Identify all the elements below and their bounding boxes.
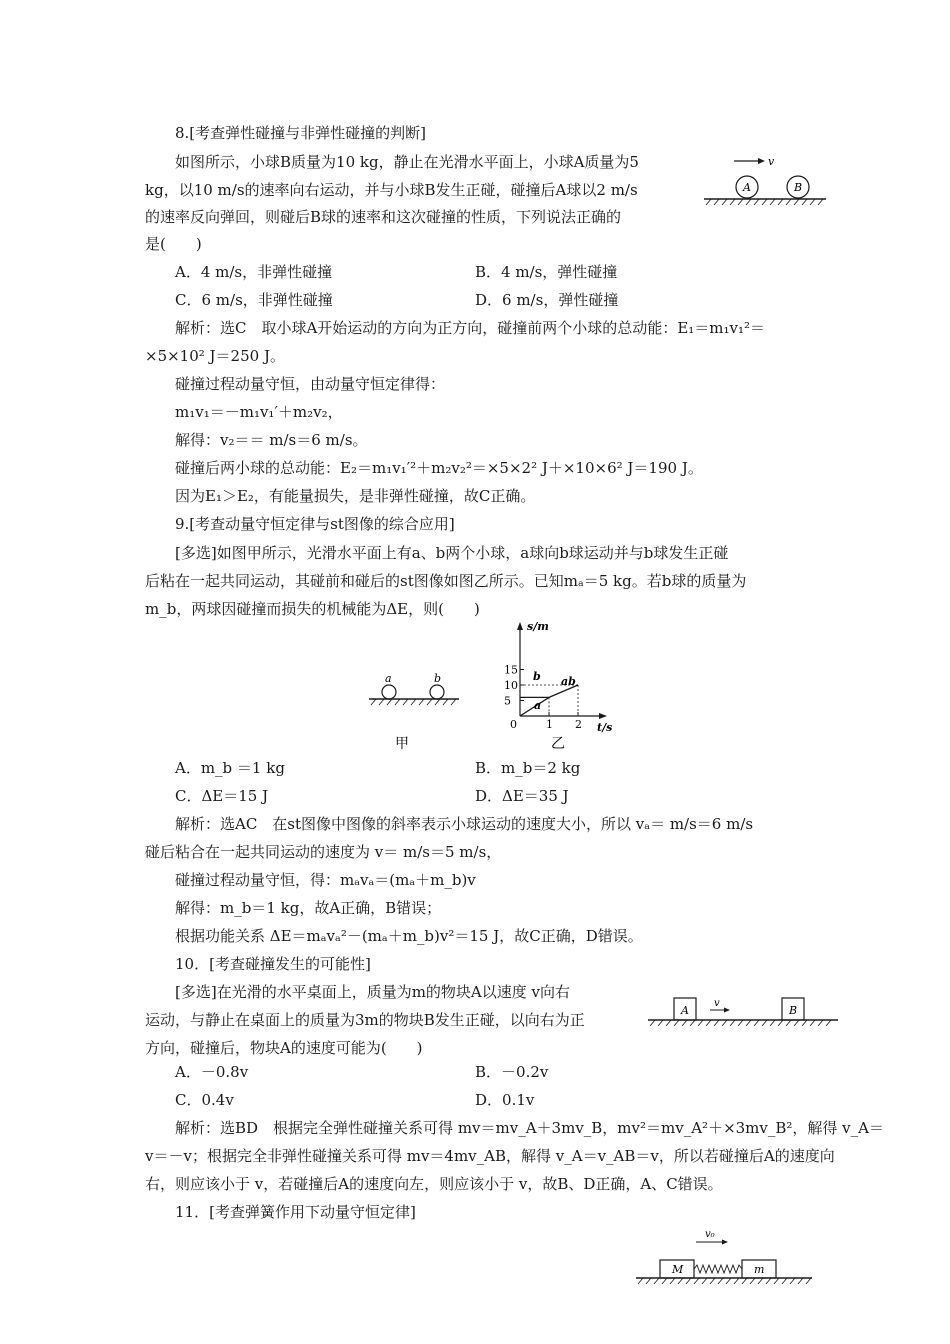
line-label-ab: ab	[561, 675, 576, 688]
q11-v0-label: v₀	[705, 1229, 715, 1240]
q9-solution-3: 碰撞过程动量守恒，得：mₐvₐ＝(mₐ＋m_b)v	[175, 871, 476, 889]
line-label-a: a	[534, 699, 542, 712]
q10-option-b: B．－0.2v	[475, 1063, 549, 1081]
q9-option-d: D．ΔE＝35 J	[475, 787, 569, 805]
line-label-b: b	[533, 670, 541, 683]
q9-option-c: C．ΔE＝15 J	[175, 787, 269, 805]
q10-line-2: 运动，与静止在桌面上的质量为3m的物块B发生正碰，以向右为正	[145, 1011, 585, 1029]
q11-title: 11．[考查弹簧作用下动量守恒定律]	[175, 1203, 416, 1221]
q10-option-d: D．0.1v	[475, 1091, 535, 1109]
q10-block-b-label: B	[789, 1004, 798, 1017]
arrow-head-icon	[722, 1240, 728, 1245]
q8-line-2: kg，以10 m/s的速率向右运动，并与小球B发生正碰，碰撞后A球以2 m/s	[145, 181, 638, 199]
q8-option-b: B．4 m/s，弹性碰撞	[475, 263, 618, 281]
q10-line-3: 方向，碰撞后，物块A的速度可能为( )	[145, 1039, 423, 1057]
q9-st-chart	[495, 618, 625, 753]
q8-line-3: 的速率反向弹回，则碰后B球的速率和这次碰撞的性质，下列说法正确的	[145, 208, 622, 226]
x-axis-arrow-icon	[599, 713, 607, 719]
surface-hatch	[650, 1020, 831, 1026]
q9-solution-1: 解析：选AC 在st图像中图像的斜率表示小球运动的速度大小，所以 vₐ＝ m/s＝6 m/s	[175, 815, 754, 833]
y-axis-arrow-icon	[517, 622, 523, 630]
q8-line-4: 是( )	[145, 235, 202, 253]
q10-v-label: v	[714, 998, 720, 1009]
q8-solution-2: ×5×10² J＝250 J。	[145, 347, 285, 365]
arrow-head-icon	[724, 1008, 730, 1013]
q9-ball-a-label: a	[385, 672, 392, 685]
q8-solution-7: 因为E₁＞E₂，有能量损失，是非弹性碰撞，故C正确。	[175, 487, 536, 505]
q9-option-b: B．m_b＝2 kg	[475, 759, 581, 777]
q9-caption-jia: 甲	[395, 736, 409, 752]
q10-option-c: C．0.4v	[175, 1091, 234, 1109]
q10-block-a-label: A	[681, 1004, 689, 1017]
x-tick-label: 2	[575, 718, 582, 731]
q8-option-d: D．6 m/s，弹性碰撞	[475, 291, 619, 309]
q10-title: 10．[考查碰撞发生的可能性]	[175, 955, 371, 973]
surface-hatch	[638, 1278, 811, 1284]
q9-caption-yi: 乙	[551, 736, 565, 752]
ball-a	[382, 685, 396, 699]
q9-ball-b-label: b	[434, 672, 442, 685]
q10-figure	[648, 984, 838, 1030]
ball-b	[430, 685, 444, 699]
q9-line-1: [多选]如图甲所示，光滑水平面上有a、b两个小球，a球向b球运动并与b球发生正碰	[175, 544, 729, 562]
q10-solution-1: 解析：选BD 根据完全弹性碰撞关系可得 mv＝mv_A＋3mv_B，mv²＝mv_A²＋×3mv_B²，解得 v_A＝	[175, 1119, 884, 1137]
origin-label: 0	[510, 718, 517, 731]
x-tick-label: 1	[546, 718, 553, 731]
y-axis-label: s/m	[527, 620, 549, 633]
q8-option-c: C．6 m/s，非弹性碰撞	[175, 291, 333, 309]
q8-title: 8.[考查弹性碰撞与非弹性碰撞的判断]	[175, 124, 427, 142]
q10-line-1: [多选]在光滑的水平桌面上，质量为m的物块A以速度 v向右	[175, 983, 571, 1001]
x-axis-label: t/s	[597, 721, 613, 734]
q9-solution-5: 根据功能关系 ΔE＝mₐvₐ²－(mₐ＋m_b)v²＝15 J，故C正确，D错误。	[175, 927, 643, 945]
q10-solution-2: v＝－v；根据完全非弹性碰撞关系可得 mv＝4mv_AB，解得 v_A＝v_AB＝v，所以若碰撞后A的速度向	[145, 1147, 835, 1165]
q11-figure	[632, 1228, 817, 1294]
q8-v-label: v	[768, 155, 775, 168]
ground-hatch	[371, 699, 456, 705]
y-tick-label: 15	[504, 663, 518, 677]
q8-ball-a-label: A	[743, 181, 751, 194]
q8-solution-4: m₁v₁＝－m₁v₁′＋m₂v₂，	[175, 403, 343, 421]
y-tick-label: 5	[504, 694, 511, 708]
q8-solution-5: 解得：v₂＝＝ m/s＝6 m/s。	[175, 431, 368, 449]
q11-block-m-small-label: m	[754, 1263, 765, 1276]
ground-hatch	[706, 199, 823, 205]
q8-line-1: 如图所示，小球B质量为10 kg，静止在光滑水平面上，小球A质量为5	[175, 153, 639, 171]
q10-solution-3: 右，则应该小于 v，若碰撞后A的速度向左，则应该小于 v，故B、D正确，A、C错误。	[145, 1175, 723, 1193]
q8-figure	[700, 150, 830, 210]
q9-solution-2: 碰后粘合在一起共同运动的速度为 v＝ m/s＝5 m/s，	[145, 843, 502, 861]
spring	[694, 1265, 742, 1273]
q9-title: 9.[考查动量守恒定律与st图像的综合应用]	[175, 515, 455, 533]
q9-solution-4: 解得：m_b＝1 kg，故A正确，B错误；	[175, 899, 442, 917]
arrow-head-icon	[758, 158, 765, 164]
q8-solution-1: 解析：选C 取小球A开始运动的方向为正方向，碰撞前两个小球的总动能：E₁＝m₁v₁²＝	[175, 319, 766, 337]
q8-option-a: A．4 m/s，非弹性碰撞	[175, 263, 333, 281]
q9-option-a: A．m_b ＝1 kg	[175, 759, 285, 777]
q11-block-m-big-label: M	[672, 1263, 684, 1276]
q9-figure-jia	[365, 670, 465, 760]
q8-solution-6: 碰撞后两小球的总动能：E₂＝m₁v₁′²＋m₂v₂²＝×5×2² J＋×10×6² J＝190 J。	[175, 459, 703, 477]
q8-ball-b-label: B	[794, 181, 803, 194]
q9-line-2: 后粘在一起共同运动，其碰前和碰后的st图像如图乙所示。已知mₐ＝5 kg。若b球的质量为	[145, 572, 747, 590]
q9-line-3: m_b，两球因碰撞而损失的机械能为ΔE，则( )	[145, 600, 480, 618]
q10-option-a: A．－0.8v	[175, 1063, 249, 1081]
q8-solution-3: 碰撞过程动量守恒，由动量守恒定律得：	[175, 375, 446, 393]
y-tick-label: 10	[504, 679, 518, 692]
